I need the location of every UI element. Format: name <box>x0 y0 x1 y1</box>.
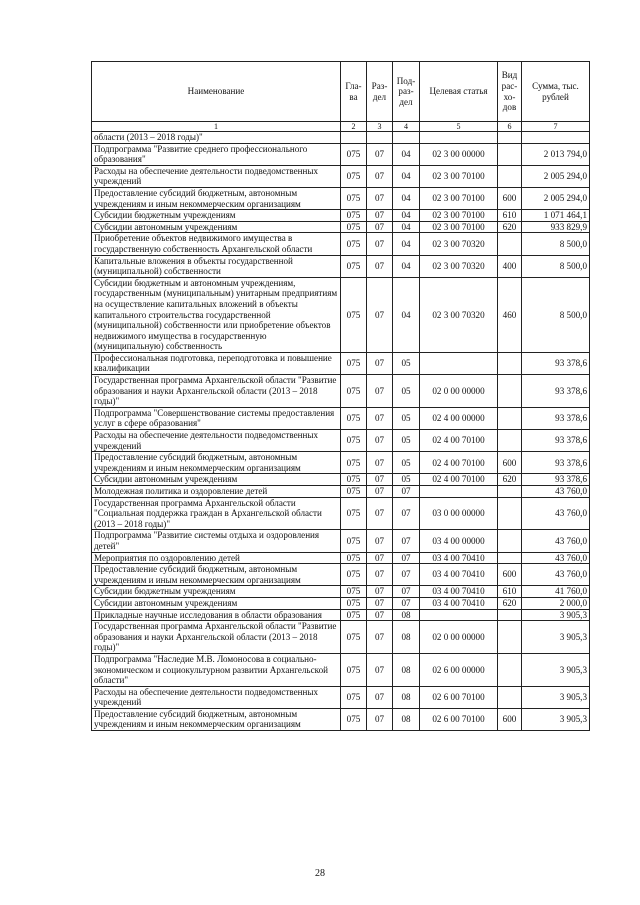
row-name: Расходы на обеспечение деятельности подведомственных учреждений <box>92 165 341 187</box>
row-glava: 075 <box>341 586 367 598</box>
row-razdel: 07 <box>367 530 393 552</box>
table-row <box>92 255 590 277</box>
row-summa: 43 760,0 <box>522 497 590 530</box>
row-vid <box>498 497 522 530</box>
row-podrazdel: 07 <box>393 564 420 586</box>
row-statya: 02 4 00 70100 <box>420 452 498 474</box>
row-name: области (2013 – 2018 годы)" <box>92 132 341 144</box>
row-name: Капитальные вложения в объекты государственной (муниципальной) собственности <box>92 255 341 277</box>
row-glava: 075 <box>341 143 367 165</box>
row-glava: 075 <box>341 597 367 609</box>
row-statya: 03 4 00 70410 <box>420 552 498 564</box>
row-statya: 02 3 00 70100 <box>420 165 498 187</box>
row-podrazdel: 07 <box>393 552 420 564</box>
table-row <box>92 143 590 165</box>
row-vid <box>498 530 522 552</box>
table-row <box>92 653 590 686</box>
row-vid <box>498 352 522 374</box>
row-glava: 075 <box>341 486 367 498</box>
row-glava: 075 <box>341 210 367 222</box>
row-vid: 610 <box>498 210 522 222</box>
row-razdel: 07 <box>367 686 393 708</box>
row-statya: 02 3 00 70100 <box>420 210 498 222</box>
table-row <box>92 609 590 621</box>
row-statya: 03 4 00 00000 <box>420 530 498 552</box>
row-glava: 075 <box>341 375 367 408</box>
row-razdel: 07 <box>367 609 393 621</box>
row-summa: 3 905,3 <box>522 708 590 730</box>
row-podrazdel: 04 <box>393 221 420 233</box>
row-vid <box>498 132 522 144</box>
row-razdel: 07 <box>367 165 393 187</box>
table-row <box>92 407 590 429</box>
row-summa: 93 378,6 <box>522 375 590 408</box>
row-razdel: 07 <box>367 564 393 586</box>
row-razdel: 07 <box>367 552 393 564</box>
row-name: Подпрограмма "Развитие среднего профессионального образования" <box>92 143 341 165</box>
row-razdel: 07 <box>367 277 393 352</box>
col-number: 7 <box>522 122 590 132</box>
row-statya: 02 4 00 70100 <box>420 430 498 452</box>
page-number: 28 <box>315 868 325 879</box>
row-summa: 2 005 294,0 <box>522 165 590 187</box>
table-row <box>92 233 590 255</box>
row-vid: 460 <box>498 277 522 352</box>
table-row <box>92 452 590 474</box>
row-podrazdel: 08 <box>393 708 420 730</box>
row-glava: 075 <box>341 255 367 277</box>
col-number: 1 <box>92 122 341 132</box>
header-razdel: Раз-дел <box>367 62 393 122</box>
row-summa: 1 071 464,1 <box>522 210 590 222</box>
row-name: Подпрограмма "Наследие М.В. Ломоносова в социально-экономическом и социокультурном развитии Архангельской области" <box>92 653 341 686</box>
table-row <box>92 187 590 209</box>
row-podrazdel: 08 <box>393 609 420 621</box>
row-name: Субсидии автономным учреждениям <box>92 597 341 609</box>
row-statya: 02 6 00 00000 <box>420 653 498 686</box>
row-glava: 075 <box>341 187 367 209</box>
row-podrazdel: 05 <box>393 474 420 486</box>
table-row <box>92 497 590 530</box>
row-razdel: 07 <box>367 187 393 209</box>
table-row <box>92 597 590 609</box>
row-glava: 075 <box>341 233 367 255</box>
row-vid <box>498 233 522 255</box>
row-podrazdel: 07 <box>393 586 420 598</box>
row-razdel: 07 <box>367 143 393 165</box>
col-number: 2 <box>341 122 367 132</box>
row-vid <box>498 375 522 408</box>
row-glava: 075 <box>341 621 367 654</box>
row-glava: 075 <box>341 609 367 621</box>
row-razdel: 07 <box>367 233 393 255</box>
row-vid <box>498 486 522 498</box>
row-razdel: 07 <box>367 653 393 686</box>
row-name: Расходы на обеспечение деятельности подведомственных учреждений <box>92 686 341 708</box>
row-summa: 2 000,0 <box>522 597 590 609</box>
row-summa: 43 760,0 <box>522 486 590 498</box>
row-podrazdel: 04 <box>393 143 420 165</box>
row-glava: 075 <box>341 552 367 564</box>
row-razdel: 07 <box>367 352 393 374</box>
row-summa: 8 500,0 <box>522 255 590 277</box>
row-summa: 933 829,9 <box>522 221 590 233</box>
row-name: Приобретение объектов недвижимого имущества в государственную собственность Архангельской области <box>92 233 341 255</box>
row-podrazdel: 08 <box>393 653 420 686</box>
row-statya: 02 6 00 70100 <box>420 708 498 730</box>
header-podrazdel: Под-раз-дел <box>393 62 420 122</box>
row-razdel: 07 <box>367 375 393 408</box>
row-statya: 02 4 00 70100 <box>420 474 498 486</box>
row-statya <box>420 352 498 374</box>
col-number: 5 <box>420 122 498 132</box>
row-glava: 075 <box>341 352 367 374</box>
row-name: Прикладные научные исследования в области образования <box>92 609 341 621</box>
row-summa: 2 013 794,0 <box>522 143 590 165</box>
row-glava: 075 <box>341 407 367 429</box>
row-name: Предоставление субсидий бюджетным, автономным учреждениям и иным некоммерческим организациям <box>92 187 341 209</box>
row-razdel: 07 <box>367 430 393 452</box>
row-summa: 93 378,6 <box>522 430 590 452</box>
row-name: Государственная программа Архангельской области "Развитие образования и науки Архангельской области (2013 – 2018 годы)" <box>92 621 341 654</box>
row-statya: 02 0 00 00000 <box>420 621 498 654</box>
row-summa: 93 378,6 <box>522 452 590 474</box>
row-statya: 02 3 00 70320 <box>420 277 498 352</box>
row-glava: 075 <box>341 653 367 686</box>
row-statya: 03 4 00 70410 <box>420 597 498 609</box>
row-glava: 075 <box>341 430 367 452</box>
row-podrazdel: 04 <box>393 187 420 209</box>
table-row <box>92 375 590 408</box>
row-vid: 600 <box>498 564 522 586</box>
row-statya: 03 0 00 00000 <box>420 497 498 530</box>
row-name: Субсидии бюджетным учреждениям <box>92 586 341 598</box>
row-name: Мероприятия по оздоровлению детей <box>92 552 341 564</box>
row-podrazdel: 07 <box>393 497 420 530</box>
row-glava: 075 <box>341 452 367 474</box>
row-statya <box>420 132 498 144</box>
row-vid <box>498 653 522 686</box>
table-row <box>92 708 590 730</box>
row-name: Расходы на обеспечение деятельности подведомственных учреждений <box>92 430 341 452</box>
row-summa: 41 760,0 <box>522 586 590 598</box>
table-row <box>92 221 590 233</box>
row-razdel: 07 <box>367 621 393 654</box>
table-header-row <box>92 62 590 122</box>
table-row <box>92 552 590 564</box>
row-razdel: 07 <box>367 221 393 233</box>
row-podrazdel: 07 <box>393 486 420 498</box>
row-name: Субсидии бюджетным учреждениям <box>92 210 341 222</box>
row-razdel: 07 <box>367 474 393 486</box>
row-podrazdel: 04 <box>393 165 420 187</box>
row-vid <box>498 609 522 621</box>
row-vid: 620 <box>498 597 522 609</box>
row-podrazdel <box>393 132 420 144</box>
table-row <box>92 586 590 598</box>
row-podrazdel: 07 <box>393 597 420 609</box>
row-name: Предоставление субсидий бюджетным, автономным учреждениям и иным некоммерческим организациям <box>92 452 341 474</box>
row-vid <box>498 686 522 708</box>
row-summa: 43 760,0 <box>522 552 590 564</box>
row-vid: 610 <box>498 586 522 598</box>
row-summa <box>522 132 590 144</box>
row-razdel <box>367 132 393 144</box>
row-podrazdel: 08 <box>393 621 420 654</box>
col-number: 3 <box>367 122 393 132</box>
row-glava: 075 <box>341 564 367 586</box>
row-name: Молодежная политика и оздоровление детей <box>92 486 341 498</box>
row-name: Подпрограмма "Совершенствование системы предоставления услуг в сфере образования" <box>92 407 341 429</box>
row-summa: 93 378,6 <box>522 474 590 486</box>
row-glava <box>341 132 367 144</box>
row-razdel: 07 <box>367 255 393 277</box>
row-podrazdel: 07 <box>393 530 420 552</box>
row-summa: 3 905,3 <box>522 686 590 708</box>
row-summa: 3 905,3 <box>522 621 590 654</box>
header-statya: Целевая статья <box>420 62 498 122</box>
row-summa: 3 905,3 <box>522 609 590 621</box>
row-razdel: 07 <box>367 597 393 609</box>
header-name: Наименование <box>92 62 341 122</box>
col-number: 4 <box>393 122 420 132</box>
document-page <box>91 61 589 731</box>
row-podrazdel: 04 <box>393 255 420 277</box>
header-vid: Вид рас-хо-дов <box>498 62 522 122</box>
row-statya: 02 3 00 70100 <box>420 221 498 233</box>
table-row <box>92 621 590 654</box>
row-vid: 600 <box>498 452 522 474</box>
row-vid <box>498 621 522 654</box>
row-vid: 400 <box>498 255 522 277</box>
row-razdel: 07 <box>367 486 393 498</box>
column-number-row <box>92 122 590 132</box>
row-name: Профессиональная подготовка, переподготовка и повышение квалификации <box>92 352 341 374</box>
row-glava: 075 <box>341 708 367 730</box>
table-row <box>92 486 590 498</box>
row-statya: 02 3 00 70320 <box>420 233 498 255</box>
row-razdel: 07 <box>367 407 393 429</box>
table-row <box>92 474 590 486</box>
row-vid <box>498 165 522 187</box>
row-vid: 620 <box>498 221 522 233</box>
row-glava: 075 <box>341 686 367 708</box>
row-podrazdel: 04 <box>393 233 420 255</box>
row-razdel: 07 <box>367 452 393 474</box>
row-name: Предоставление субсидий бюджетным, автономным учреждениям и иным некоммерческим организациям <box>92 564 341 586</box>
row-vid: 600 <box>498 187 522 209</box>
row-summa: 8 500,0 <box>522 277 590 352</box>
row-razdel: 07 <box>367 210 393 222</box>
row-name: Субсидии автономным учреждениям <box>92 474 341 486</box>
row-summa: 8 500,0 <box>522 233 590 255</box>
table-row <box>92 165 590 187</box>
row-statya <box>420 609 498 621</box>
row-glava: 075 <box>341 497 367 530</box>
row-vid <box>498 143 522 165</box>
row-statya: 02 3 00 00000 <box>420 143 498 165</box>
row-vid <box>498 552 522 564</box>
row-podrazdel: 08 <box>393 686 420 708</box>
col-number: 6 <box>498 122 522 132</box>
row-name: Предоставление субсидий бюджетным, автономным учреждениям и иным некоммерческим организациям <box>92 708 341 730</box>
row-podrazdel: 05 <box>393 430 420 452</box>
row-statya <box>420 486 498 498</box>
row-vid: 620 <box>498 474 522 486</box>
row-statya: 02 0 00 00000 <box>420 375 498 408</box>
row-name: Государственная программа Архангельской области "Социальная поддержка граждан в Архангельской области (2013 – 2018 годы)" <box>92 497 341 530</box>
row-razdel: 07 <box>367 708 393 730</box>
row-podrazdel: 05 <box>393 452 420 474</box>
row-statya: 02 3 00 70100 <box>420 187 498 209</box>
row-statya: 02 3 00 70320 <box>420 255 498 277</box>
row-summa: 93 378,6 <box>522 407 590 429</box>
row-podrazdel: 04 <box>393 277 420 352</box>
row-summa: 93 378,6 <box>522 352 590 374</box>
row-podrazdel: 05 <box>393 407 420 429</box>
table-row <box>92 564 590 586</box>
table-row <box>92 352 590 374</box>
row-summa: 3 905,3 <box>522 653 590 686</box>
row-razdel: 07 <box>367 586 393 598</box>
row-name: Государственная программа Архангельской области "Развитие образования и науки Архангельской области (2013 – 2018 годы)" <box>92 375 341 408</box>
row-name: Субсидии автономным учреждениям <box>92 221 341 233</box>
table-row <box>92 686 590 708</box>
row-statya: 02 6 00 70100 <box>420 686 498 708</box>
row-podrazdel: 05 <box>393 352 420 374</box>
row-vid: 600 <box>498 708 522 730</box>
row-statya: 03 4 00 70410 <box>420 564 498 586</box>
row-statya: 03 4 00 70410 <box>420 586 498 598</box>
row-name: Субсидии бюджетным и автономным учреждениям, государственным (муниципальным) унитарным предприятиям на осуществление капитальных вложений в объекты капитального строительства государственной (муниципальной) собственности или приобретение объектов недвижимого имущества в государственную (муниципальную) собственность <box>92 277 341 352</box>
row-statya: 02 4 00 00000 <box>420 407 498 429</box>
row-vid <box>498 430 522 452</box>
table-row <box>92 530 590 552</box>
header-summa: Сумма, тыс. рублей <box>522 62 590 122</box>
row-summa: 2 005 294,0 <box>522 187 590 209</box>
budget-table <box>91 61 590 731</box>
table-row <box>92 430 590 452</box>
table-body <box>92 132 590 731</box>
table-row <box>92 277 590 352</box>
row-podrazdel: 04 <box>393 210 420 222</box>
row-glava: 075 <box>341 530 367 552</box>
row-summa: 43 760,0 <box>522 530 590 552</box>
header-glava: Гла-ва <box>341 62 367 122</box>
table-row <box>92 132 590 144</box>
row-summa: 43 760,0 <box>522 564 590 586</box>
table-row <box>92 210 590 222</box>
row-name: Подпрограмма "Развитие системы отдыха и оздоровления детей" <box>92 530 341 552</box>
row-glava: 075 <box>341 221 367 233</box>
row-glava: 075 <box>341 165 367 187</box>
row-glava: 075 <box>341 474 367 486</box>
row-vid <box>498 407 522 429</box>
row-razdel: 07 <box>367 497 393 530</box>
row-glava: 075 <box>341 277 367 352</box>
row-podrazdel: 05 <box>393 375 420 408</box>
